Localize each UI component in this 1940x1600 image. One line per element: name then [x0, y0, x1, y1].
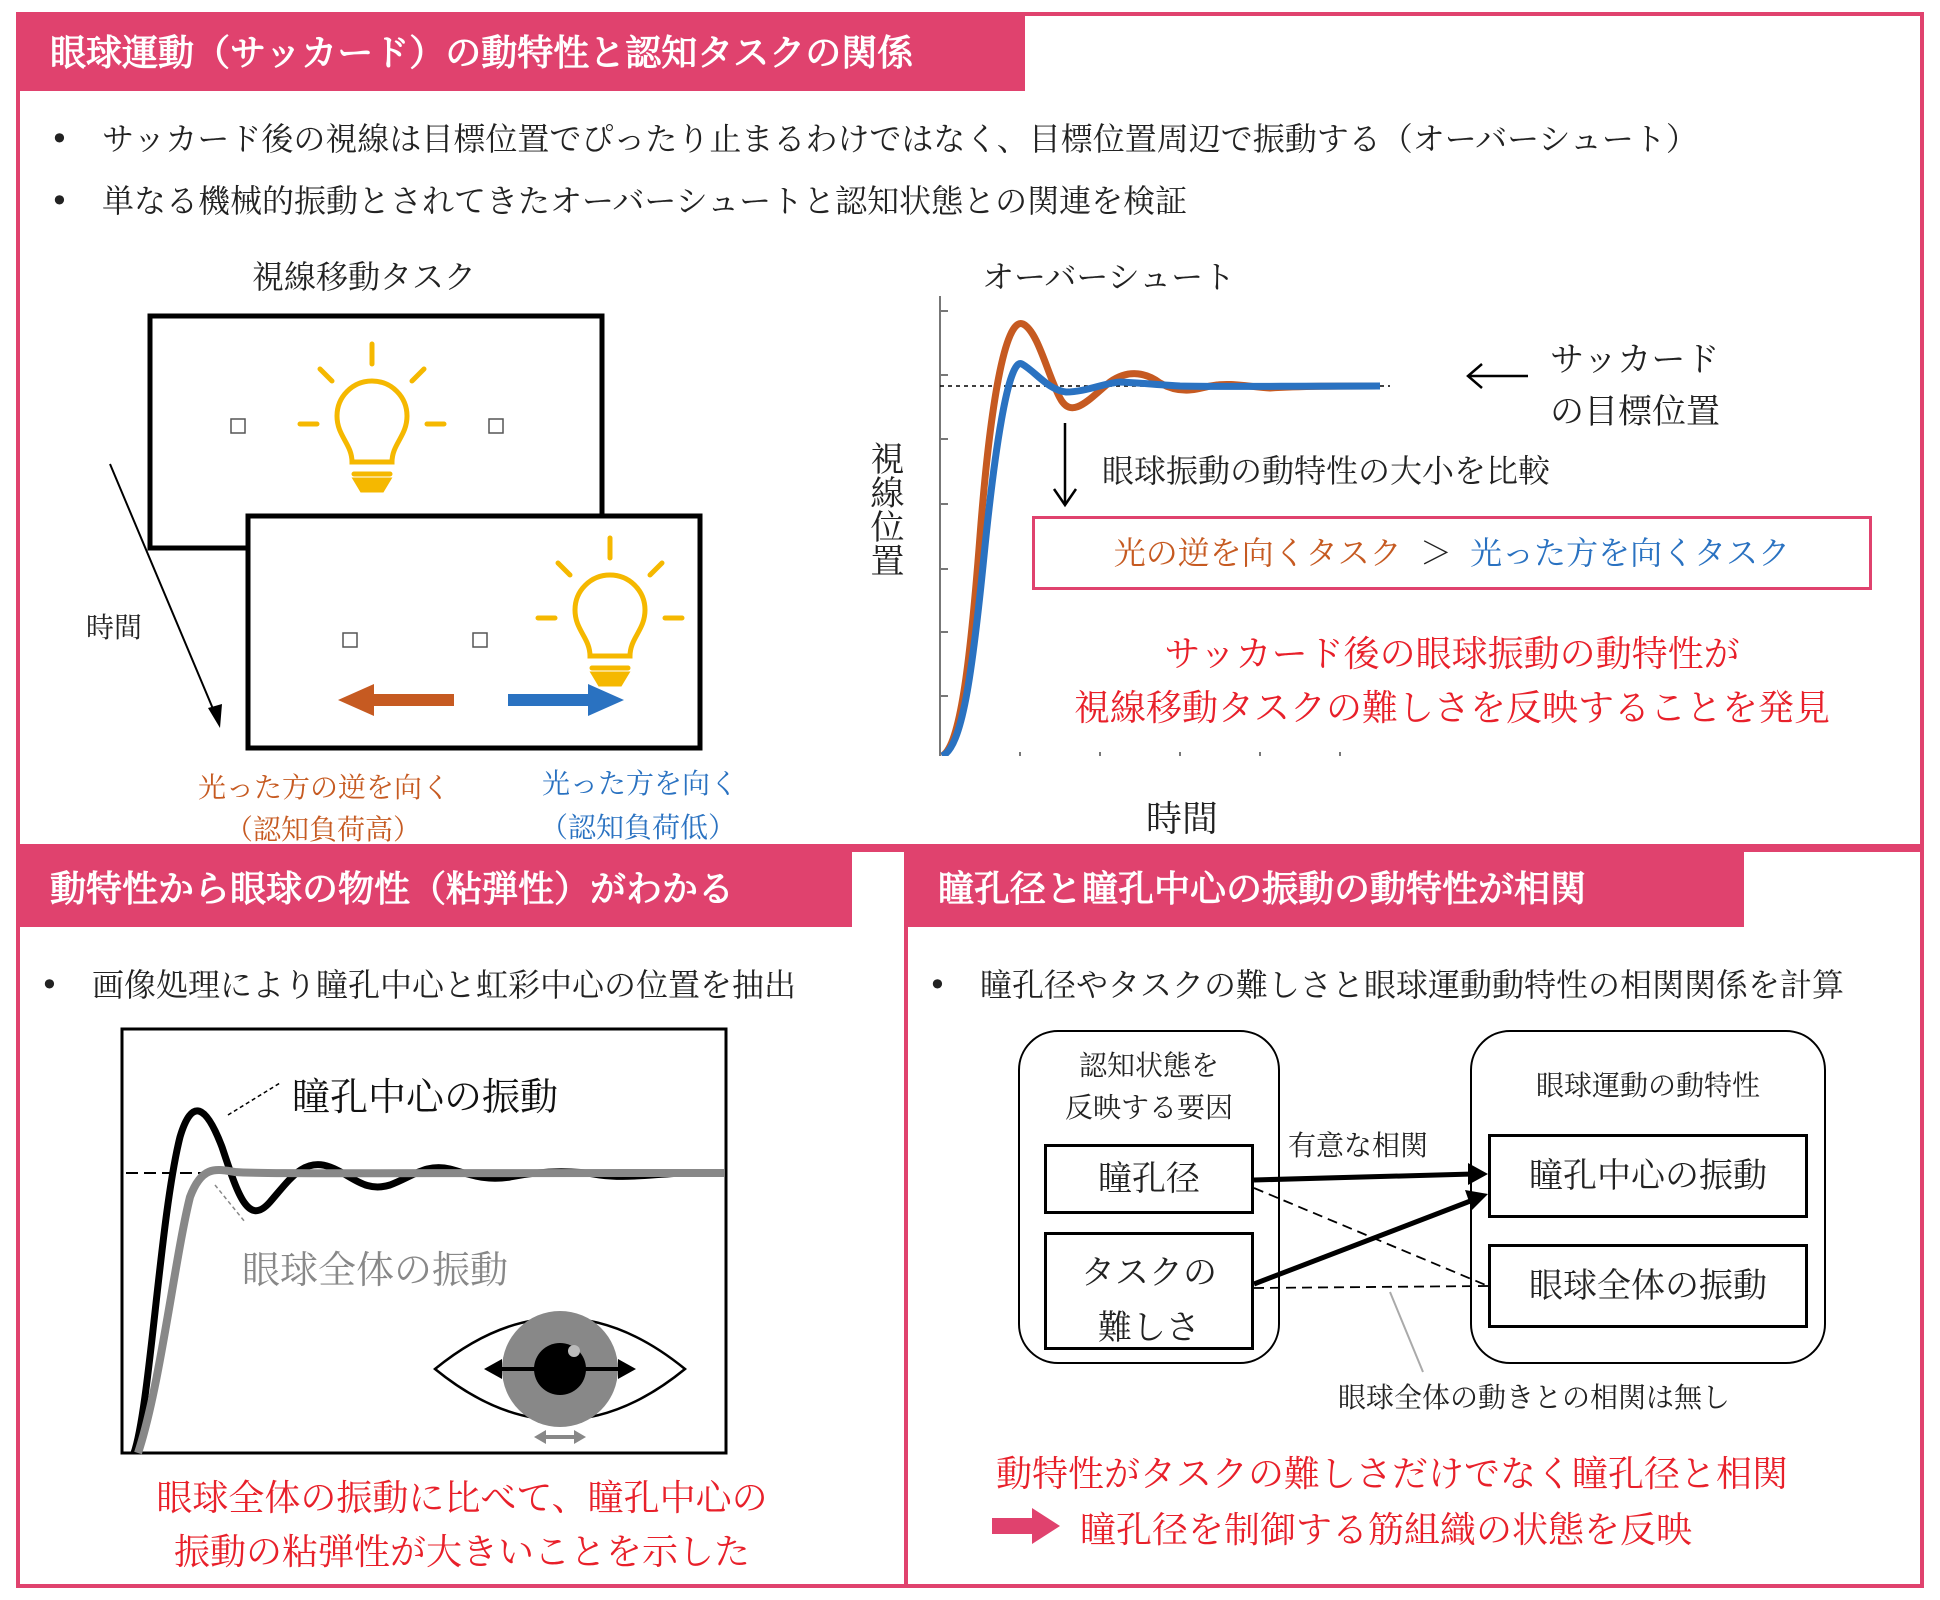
top-panel [16, 12, 1924, 848]
factor-title-2: 反映する要因 [1064, 1091, 1233, 1124]
left-panel-title: 動特性から眼球の物性（粘弾性）がわかる [20, 852, 852, 927]
top-bullet-1 [50, 114, 1698, 160]
overshoot-xlabel: 時間 [1146, 799, 1219, 840]
pupil-vibration-label: 瞳孔中心の振動 [1529, 1156, 1767, 1196]
overshoot-ylabel: 視線位置 [864, 441, 904, 577]
bullet-dot: • [928, 966, 947, 1004]
eye-vibration-label: 眼球全体の振動 [242, 1248, 509, 1292]
eye-vibration-label: 眼球全体の振動 [1529, 1266, 1767, 1306]
task-difficulty-label-2: 難しさ [1098, 1308, 1200, 1348]
compare-arrow-icon [1050, 421, 1080, 511]
task-title: 視線移動タスク [252, 258, 477, 296]
conclusion-arrow-icon [992, 1506, 1062, 1546]
finding-line-2: 視線移動タスクの難しさを反映することを発見 [1073, 688, 1830, 729]
compare-text: 眼球振動の動特性の大小を比較 [1102, 452, 1551, 490]
target-label-2: の目標位置 [1550, 392, 1720, 432]
screen-back [150, 316, 602, 548]
finding-line-1: サッカード後の眼球振動の動特性が [1164, 634, 1740, 675]
pupil-diameter-label: 瞳孔径 [1098, 1159, 1200, 1199]
orange-task-sub: （認知負荷高） [225, 813, 422, 846]
right-panel [904, 848, 1924, 1588]
factor-title-1: 認知状態を [1078, 1049, 1219, 1082]
fixation-square [489, 419, 503, 433]
overshoot-title: オーバーシュート [982, 258, 1236, 296]
target-arrow-icon [1462, 361, 1532, 391]
target-label-1: サッカード [1550, 340, 1720, 380]
pupil-vibration-label: 瞳孔中心の振動 [292, 1075, 559, 1119]
task-compare-box [1032, 516, 1872, 590]
box-orange-task: 光の逆を向くタスク [1113, 534, 1402, 572]
blue-task-sub: （認知負荷低） [540, 811, 737, 844]
box-gt: ＞ [1419, 534, 1452, 572]
dynamics-title: 眼球運動の動特性 [1535, 1069, 1760, 1102]
top-panel-title: 眼球運動（サッカード）の動特性と認知タスクの関係 [20, 16, 1025, 91]
right-conclusion-1: 動特性がタスクの難しさだけでなく瞳孔径と相関 [996, 1454, 1789, 1495]
blue-task-label: 光った方を向く [542, 767, 739, 800]
bullet-dot: • [50, 120, 69, 158]
top-bullet-2-text: 単なる機械的振動とされてきたオーバーシュートと認知状態との関連を検証 [102, 182, 1188, 220]
orange-task-label: 光った方の逆を向く [198, 771, 451, 804]
left-panel [16, 848, 908, 1588]
right-panel-title: 瞳孔径と瞳孔中心の振動の動特性が相関 [908, 852, 1744, 927]
box-blue-task: 光った方を向くタスク [1470, 534, 1791, 572]
task-difficulty-label-1: タスクの [1081, 1253, 1217, 1293]
top-bullet-1-text: サッカード後の視線は目標位置でぴったり止まるわけではなく、目標位置周辺で振動する（オーバーシュート） [102, 120, 1698, 158]
no-correlation-label: 眼球全体の動きとの相関は無し [1338, 1381, 1731, 1414]
left-bullet [40, 960, 796, 1006]
left-bullet-text: 画像処理により瞳孔中心と虹彩中心の位置を抽出 [92, 966, 797, 1004]
left-conclusion-2: 振動の粘弾性が大きいことを示した [173, 1532, 750, 1573]
screen-front [248, 516, 700, 748]
bullet-dot: • [40, 966, 59, 1004]
fixation-square [343, 633, 357, 647]
right-bullet-text: 瞳孔径やタスクの難しさと眼球運動動特性の相関関係を計算 [980, 966, 1845, 1004]
bullet-dot: • [50, 182, 69, 220]
time-label: 時間 [86, 611, 143, 644]
right-conclusion-2: 瞳孔径を制御する筋組織の状態を反映 [1080, 1510, 1693, 1551]
fixation-square [473, 633, 487, 647]
left-conclusion-1: 眼球全体の振動に比べて、瞳孔中心の [156, 1478, 768, 1519]
top-bullet-2 [50, 176, 1187, 222]
fixation-square [231, 419, 245, 433]
significant-label: 有意な相関 [1288, 1129, 1429, 1162]
